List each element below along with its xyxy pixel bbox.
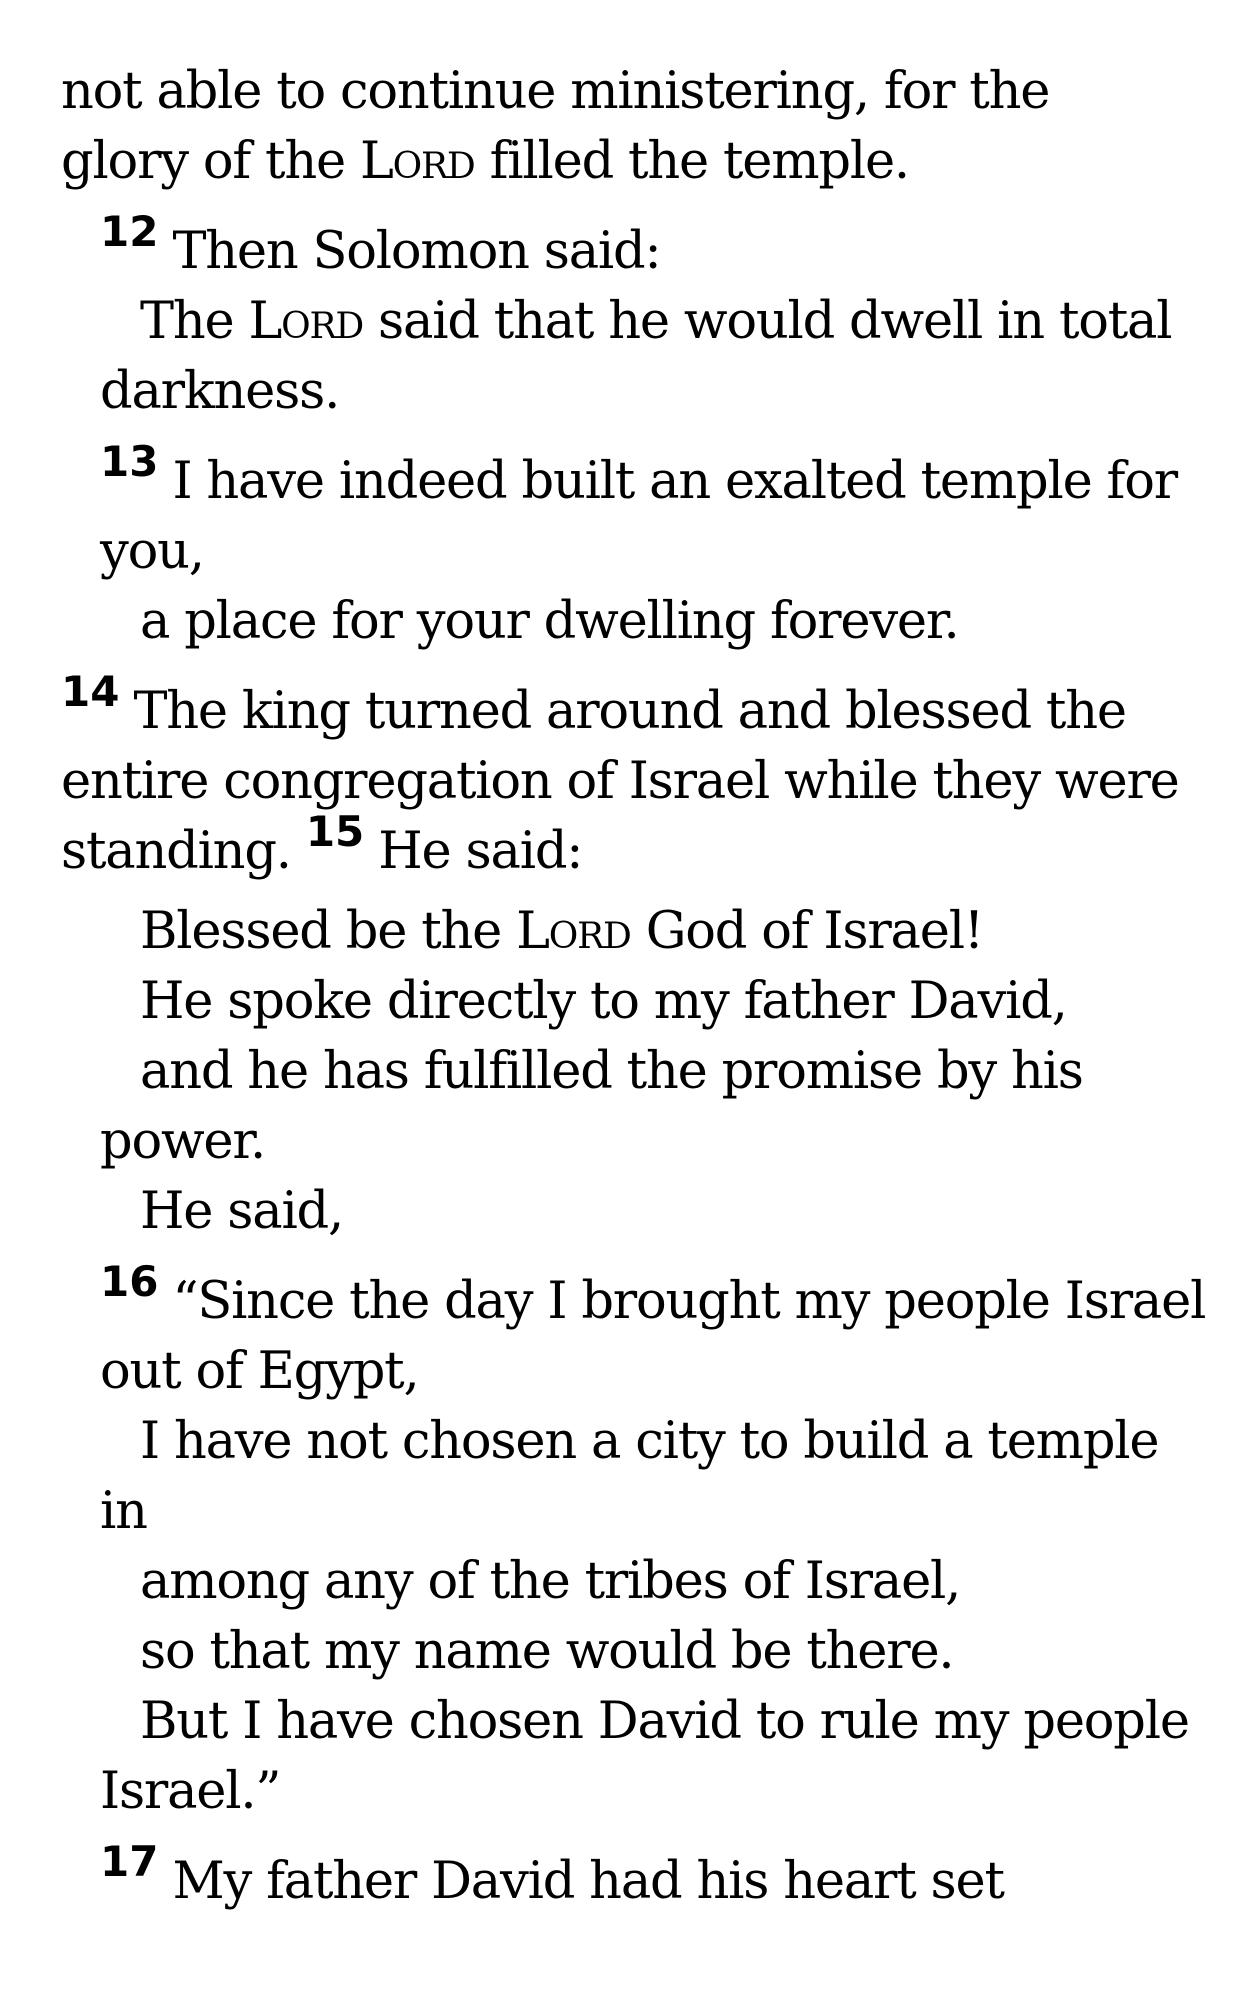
verse-16: $^{16}$ “Since the day I brought my people Israel bbox=[100, 1257, 1206, 1331]
poetry-line: But I have chosen David to rule my people bbox=[140, 1692, 1189, 1751]
text-line: glory of the Lord filled the temple. bbox=[61, 132, 909, 191]
divine-name: Lord bbox=[516, 902, 631, 961]
poetry-line: The Lord said that he would dwell in total bbox=[140, 292, 1172, 351]
poetry-line: and he has fulfilled the promise by his bbox=[140, 1042, 1083, 1101]
verse-number: 13 bbox=[100, 437, 159, 486]
poetry-line: He spoke directly to my father David, bbox=[140, 972, 1067, 1031]
verse-13: $^{13}$ I have indeed built an exalted temple for bbox=[100, 437, 1177, 511]
poetry-line: Blessed be the Lord God of Israel! bbox=[140, 902, 984, 961]
verse-17: $^{17}$ My father David had his heart set bbox=[100, 1837, 1004, 1911]
divine-name: Lord bbox=[248, 292, 364, 351]
poetry-line: among any of the tribes of Israel, bbox=[140, 1552, 961, 1611]
poetry-line: a place for your dwelling forever. bbox=[140, 592, 959, 651]
verse-number: 14 bbox=[61, 667, 120, 716]
poetry-continuation: out of Egypt, bbox=[100, 1342, 419, 1401]
verse-number: 17 bbox=[100, 1837, 159, 1886]
verse-number: 12 bbox=[100, 207, 159, 256]
verse-number: 16 bbox=[100, 1257, 159, 1306]
verse-14: $^{14}$ The king turned around and blessed the bbox=[61, 667, 1126, 741]
poetry-continuation: you, bbox=[100, 522, 204, 581]
poetry-line: I have not chosen a city to build a temple bbox=[140, 1412, 1159, 1471]
text-line: standing. $^{15}$ He said: bbox=[61, 807, 583, 881]
poetry-line: so that my name would be there. bbox=[140, 1622, 954, 1681]
text-line: entire congregation of Israel while they were bbox=[61, 752, 1179, 811]
poetry-continuation: Israel.” bbox=[100, 1762, 281, 1821]
poetry-line: He said, bbox=[140, 1182, 344, 1241]
text-line: not able to continue ministering, for the bbox=[61, 62, 1050, 121]
verse-number: 15 bbox=[305, 807, 365, 856]
verse-12: $^{12}$ Then Solomon said: bbox=[100, 207, 661, 281]
poetry-continuation: power. bbox=[100, 1112, 265, 1171]
poetry-continuation: in bbox=[100, 1482, 147, 1541]
poetry-continuation: darkness. bbox=[100, 362, 340, 421]
divine-name: Lord bbox=[360, 132, 475, 191]
